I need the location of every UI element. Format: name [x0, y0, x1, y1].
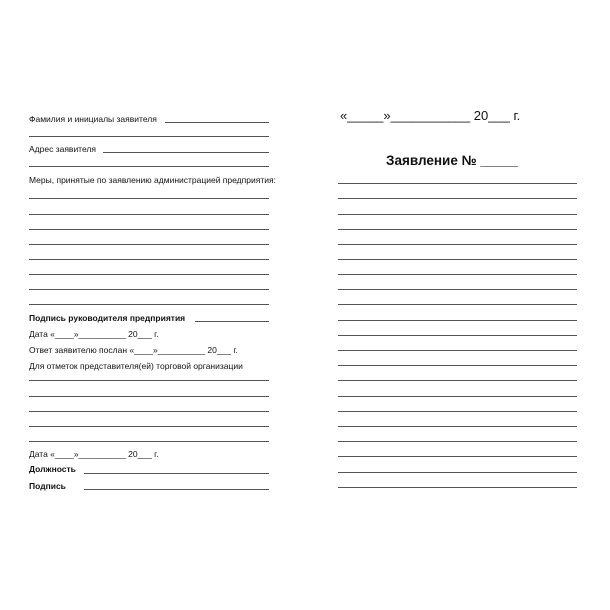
- measures-line[interactable]: [29, 214, 269, 215]
- statement-line[interactable]: [338, 259, 577, 260]
- statement-line[interactable]: [338, 396, 577, 397]
- trade-org-line[interactable]: [29, 396, 269, 397]
- position-field[interactable]: [84, 473, 269, 474]
- trade-org-line[interactable]: [29, 411, 269, 412]
- statement-line[interactable]: [338, 411, 577, 412]
- trade-org-line[interactable]: [29, 441, 269, 442]
- date-line-1: Дата «____»__________ 20___ г.: [29, 329, 159, 339]
- statement-line[interactable]: [338, 487, 577, 488]
- measures-line[interactable]: [29, 244, 269, 245]
- measures-line[interactable]: [29, 259, 269, 260]
- applicant-name-field-line-2[interactable]: [29, 136, 269, 137]
- signature-field[interactable]: [84, 489, 269, 490]
- measures-line[interactable]: [29, 229, 269, 230]
- statement-line[interactable]: [338, 320, 577, 321]
- statement-line[interactable]: [338, 456, 577, 457]
- statement-line[interactable]: [338, 198, 577, 199]
- statement-line[interactable]: [338, 244, 577, 245]
- measures-line[interactable]: [29, 289, 269, 290]
- page-title: Заявление № _____: [386, 153, 518, 168]
- statement-line[interactable]: [338, 350, 577, 351]
- statement-line[interactable]: [338, 183, 577, 184]
- statement-line[interactable]: [338, 304, 577, 305]
- manager-signature-field[interactable]: [195, 321, 269, 322]
- manager-signature-label: Подпись руководителя предприятия: [29, 313, 186, 323]
- statement-line[interactable]: [338, 426, 577, 427]
- statement-line[interactable]: [338, 335, 577, 336]
- applicant-address-field-line-2[interactable]: [29, 166, 269, 167]
- applicant-name-label: Фамилия и инициалы заявителя: [29, 114, 157, 124]
- measures-line[interactable]: [29, 198, 269, 199]
- date-header: «_____»___________ 20___ г.: [340, 108, 521, 123]
- date-line-2: Дата «____»__________ 20___ г.: [29, 449, 159, 459]
- position-label: Должность: [29, 464, 76, 474]
- applicant-name-field[interactable]: [165, 122, 269, 123]
- statement-line[interactable]: [338, 472, 577, 473]
- applicant-address-field[interactable]: [103, 152, 269, 153]
- statement-line[interactable]: [338, 441, 577, 442]
- reply-sent-line: Ответ заявителю послан «____»__________ 20___ г.: [29, 345, 238, 355]
- statement-line[interactable]: [338, 365, 577, 366]
- statement-line[interactable]: [338, 274, 577, 275]
- measures-line[interactable]: [29, 274, 269, 275]
- statement-line[interactable]: [338, 229, 577, 230]
- measures-label: Меры, принятые по заявлению администрацией предприятия:: [29, 175, 276, 185]
- trade-org-label: Для отметок представителя(ей) торговой организации: [29, 361, 243, 371]
- statement-line[interactable]: [338, 380, 577, 381]
- statement-line[interactable]: [338, 289, 577, 290]
- trade-org-line[interactable]: [29, 426, 269, 427]
- statement-line[interactable]: [338, 214, 577, 215]
- trade-org-line[interactable]: [29, 380, 269, 381]
- measures-line[interactable]: [29, 304, 269, 305]
- signature-label: Подпись: [29, 481, 66, 491]
- applicant-address-label: Адрес заявителя: [29, 144, 96, 154]
